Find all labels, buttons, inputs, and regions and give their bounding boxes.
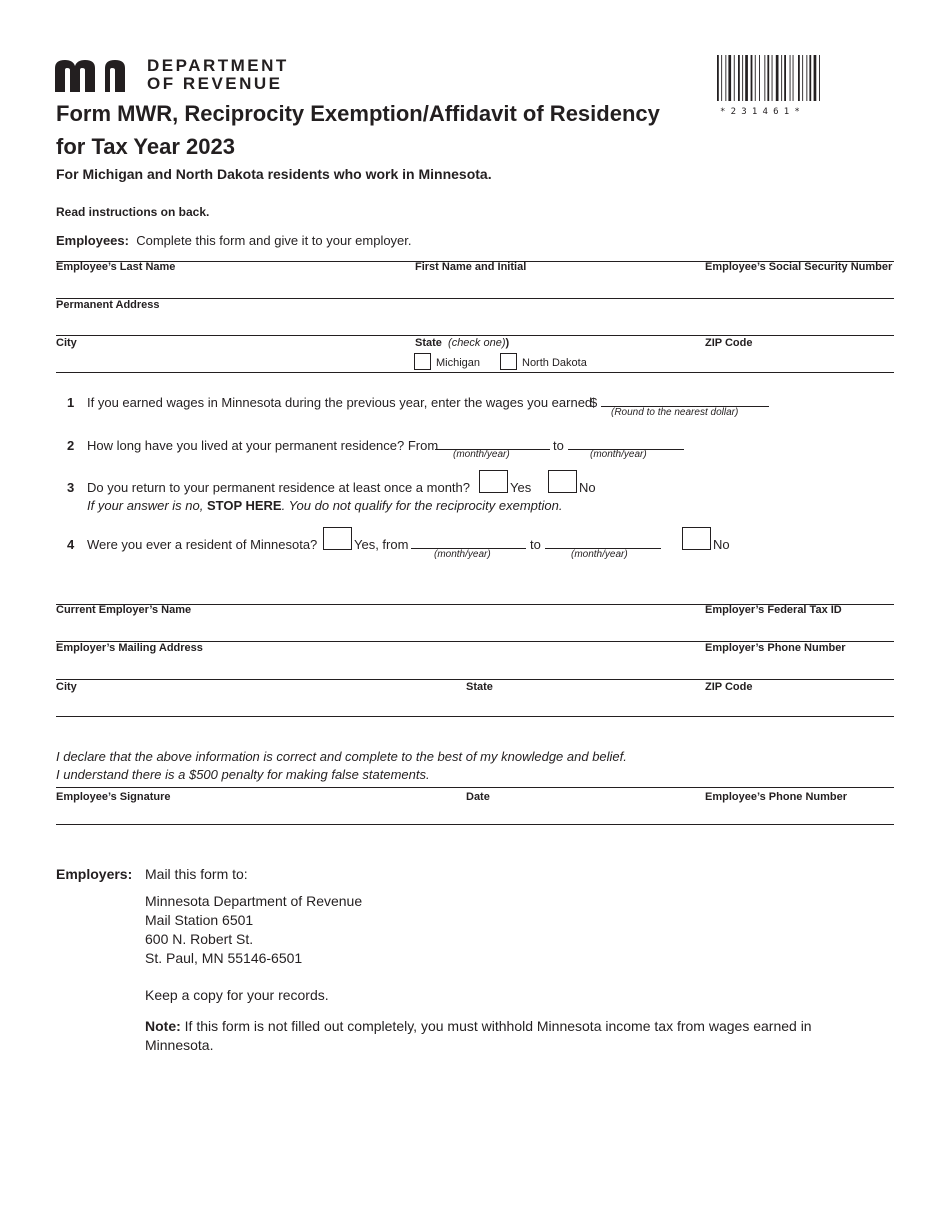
form-title-line1: Form MWR, Reciprocity Exemption/Affidavit of Residency xyxy=(56,101,660,126)
employee-phone-field[interactable] xyxy=(705,805,894,824)
divider xyxy=(56,335,894,336)
q4-number: 4 xyxy=(67,537,75,552)
address-line: Minnesota Department of Revenue xyxy=(145,893,363,909)
barcode-text: *231461* xyxy=(720,107,805,117)
employer-tax-id-field[interactable] xyxy=(705,618,894,640)
q2-to: to xyxy=(553,438,564,453)
employees-text: Complete this form and give it to your employer. xyxy=(136,233,412,248)
q4-no-checkbox[interactable] xyxy=(682,527,711,550)
divider xyxy=(56,824,894,825)
q4-from-hint: (month/year) xyxy=(434,549,491,560)
employer-name-field[interactable] xyxy=(56,618,696,640)
q3-yes-label: Yes xyxy=(510,480,532,495)
employees-label: Employees: xyxy=(56,233,129,248)
state-hint: (check one) xyxy=(448,337,506,349)
employers-label: Employers: xyxy=(56,866,133,882)
q3-number: 3 xyxy=(67,480,75,495)
employees-note xyxy=(56,233,412,248)
employer-mailing-label: Employer’s Mailing Address xyxy=(56,642,203,654)
employer-state-label: State xyxy=(466,681,493,693)
q3-stop-here: STOP HERE xyxy=(206,498,282,513)
q3-text: Do you return to your permanent residence at least once a month? xyxy=(87,480,470,495)
address-line: 600 N. Robert St. xyxy=(145,931,254,947)
state-label-text: State xyxy=(415,337,442,349)
city-field[interactable] xyxy=(56,351,406,371)
date-label: Date xyxy=(466,791,490,803)
q4-text: Were you ever a resident of Minnesota? xyxy=(87,537,318,552)
note-line2: Minnesota. xyxy=(145,1037,214,1053)
city-label: City xyxy=(56,337,77,349)
q3-note xyxy=(87,498,562,513)
barcode xyxy=(716,55,838,117)
employer-zip-field[interactable] xyxy=(705,695,894,715)
department-logo xyxy=(55,56,305,96)
employer-city-label: City xyxy=(56,681,77,693)
mail-to-text: Mail this form to: xyxy=(145,866,248,882)
q3-note-post: . You do not qualify for the reciprocity exemption. xyxy=(281,498,563,513)
divider xyxy=(56,372,894,373)
logo-text-line2: OF REVENUE xyxy=(147,74,283,93)
keep-copy-text: Keep a copy for your records. xyxy=(145,987,329,1003)
q1-currency: $ xyxy=(590,395,598,410)
zip-label: ZIP Code xyxy=(705,337,753,349)
q2-number: 2 xyxy=(67,438,75,453)
form-subtitle: For Michigan and North Dakota residents who work in Minnesota. xyxy=(56,166,492,182)
divider xyxy=(56,679,894,680)
address-field[interactable] xyxy=(56,313,894,334)
signature-label: Employee’s Signature xyxy=(56,791,171,803)
employer-name-label: Current Employer’s Name xyxy=(56,604,192,616)
note-text: If this form is not filled out completely, you must withhold Minnesota income tax from wages earned in xyxy=(184,1018,812,1034)
state-hint-close: ) xyxy=(505,337,510,349)
first-name-label: First Name and Initial xyxy=(415,261,527,273)
north-dakota-label: North Dakota xyxy=(522,357,587,369)
q3-note-pre: If your answer is no, xyxy=(87,498,204,513)
q3-no-checkbox[interactable] xyxy=(548,470,577,493)
read-instructions: Read instructions on back. xyxy=(56,205,210,219)
ssn-label: Employee’s Social Security Number xyxy=(705,261,893,273)
note-label: Note: xyxy=(145,1018,181,1034)
employer-zip-label: ZIP Code xyxy=(705,681,753,693)
address-line: St. Paul, MN 55146-6501 xyxy=(145,950,303,966)
michigan-checkbox[interactable] xyxy=(414,353,431,370)
q4-yes-from: Yes, from xyxy=(354,537,409,552)
employer-tax-id-label: Employer’s Federal Tax ID xyxy=(705,604,842,616)
logo-text-line1: DEPARTMENT xyxy=(147,56,289,75)
q3-yes-checkbox[interactable] xyxy=(479,470,508,493)
q4-to-hint: (month/year) xyxy=(571,549,628,560)
q2-from-hint: (month/year) xyxy=(453,449,510,460)
state-label xyxy=(415,337,509,349)
note-line1 xyxy=(145,1018,812,1034)
zip-field[interactable] xyxy=(705,351,894,371)
divider xyxy=(56,787,894,788)
divider xyxy=(56,298,894,299)
employer-mailing-field[interactable] xyxy=(56,656,696,678)
q4-to: to xyxy=(530,537,541,552)
employee-phone-label: Employee’s Phone Number xyxy=(705,791,848,803)
q2-text: How long have you lived at your permanent residence? From xyxy=(87,438,439,453)
divider xyxy=(56,716,894,717)
q2-to-hint: (month/year) xyxy=(590,449,647,460)
q4-no-label: No xyxy=(713,537,730,552)
address-line: Mail Station 6501 xyxy=(145,912,254,928)
first-name-field[interactable] xyxy=(415,275,695,297)
q4-yes-checkbox[interactable] xyxy=(323,527,352,550)
signature-field[interactable] xyxy=(56,805,456,824)
employer-phone-label: Employer’s Phone Number xyxy=(705,642,846,654)
declaration-line2: I understand there is a $500 penalty for making false statements. xyxy=(56,767,430,782)
mn-logo-mark xyxy=(55,58,135,92)
michigan-label: Michigan xyxy=(436,357,481,369)
form-title-line2: for Tax Year 2023 xyxy=(56,134,235,159)
q1-hint: (Round to the nearest dollar) xyxy=(611,407,739,418)
barcode-bars xyxy=(716,55,838,101)
last-name-field[interactable] xyxy=(56,275,406,297)
q3-no-label: No xyxy=(579,480,596,495)
employer-city-field[interactable] xyxy=(56,695,456,715)
address-label: Permanent Address xyxy=(56,299,160,311)
q1-number: 1 xyxy=(67,395,75,410)
last-name-label: Employee’s Last Name xyxy=(56,261,176,273)
q1-text: If you earned wages in Minnesota during the previous year, enter the wages you earned xyxy=(87,395,593,410)
employer-state-field[interactable] xyxy=(466,695,696,715)
employer-phone-field[interactable] xyxy=(705,656,894,678)
declaration-line1: I declare that the above information is correct and complete to the best of my knowledge and belief. xyxy=(56,749,627,764)
north-dakota-checkbox[interactable] xyxy=(500,353,517,370)
ssn-field[interactable] xyxy=(705,275,894,297)
date-field[interactable] xyxy=(466,805,696,824)
